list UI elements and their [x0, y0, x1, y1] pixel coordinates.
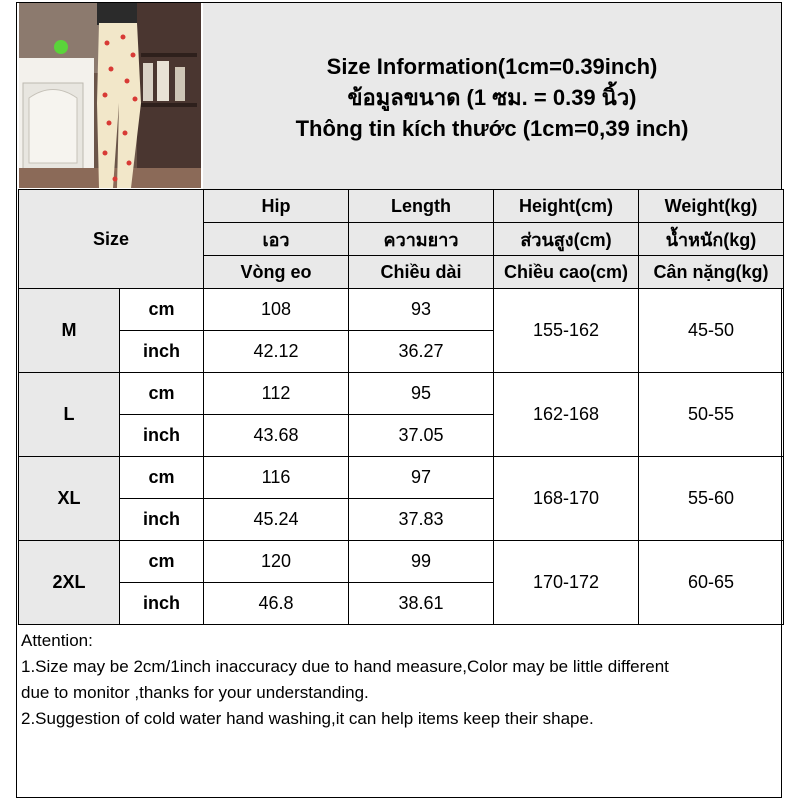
hip-cm: 120 — [204, 541, 349, 583]
size-label: 2XL — [19, 541, 120, 625]
col-height-vi: Chiều cao(cm) — [494, 256, 639, 289]
length-cm: 99 — [349, 541, 494, 583]
product-photo — [19, 3, 201, 188]
unit-cm: cm — [120, 373, 204, 415]
attention-heading: Attention: — [21, 631, 93, 650]
unit-inch: inch — [120, 499, 204, 541]
attention-note-1-cont: due to monitor ,thanks for your understanding. — [21, 683, 369, 702]
table-row — [19, 541, 784, 583]
length-cm: 95 — [349, 373, 494, 415]
weight-range: 55-60 — [639, 457, 784, 541]
weight-range: 60-65 — [639, 541, 784, 625]
col-weight-vi: Cân nặng(kg) — [639, 256, 784, 289]
title-vietnamese: Thông tin kích thước (1cm=0,39 inch) — [295, 116, 689, 141]
length-inch: 38.61 — [349, 583, 494, 625]
table-row — [19, 457, 784, 499]
length-inch: 37.05 — [349, 415, 494, 457]
col-length-th: ความยาว — [349, 223, 494, 256]
height-range: 155-162 — [494, 289, 639, 373]
size-table — [18, 189, 784, 625]
height-range: 168-170 — [494, 457, 639, 541]
hip-cm: 108 — [204, 289, 349, 331]
unit-cm: cm — [120, 289, 204, 331]
hip-cm: 116 — [204, 457, 349, 499]
col-hip-th: เอว — [204, 223, 349, 256]
size-label: L — [19, 373, 120, 457]
unit-inch: inch — [120, 415, 204, 457]
col-hip-vi: Vòng eo — [204, 256, 349, 289]
title-box — [203, 3, 781, 189]
hip-inch: 42.12 — [204, 331, 349, 373]
table-row — [19, 289, 784, 331]
length-cm: 97 — [349, 457, 494, 499]
length-cm: 93 — [349, 289, 494, 331]
unit-inch: inch — [120, 331, 204, 373]
length-inch: 37.83 — [349, 499, 494, 541]
weight-range: 45-50 — [639, 289, 784, 373]
height-range: 162-168 — [494, 373, 639, 457]
title-thai: ข้อมูลขนาด (1 ซม. = 0.39 นิ้ว) — [347, 85, 637, 110]
col-weight-en: Weight(kg) — [639, 190, 784, 223]
col-height-en: Height(cm) — [494, 190, 639, 223]
size-header: Size — [19, 190, 204, 289]
product-photo-image — [19, 3, 201, 188]
col-length-en: Length — [349, 190, 494, 223]
table-row — [19, 373, 784, 415]
unit-cm: cm — [120, 541, 204, 583]
hip-inch: 45.24 — [204, 499, 349, 541]
col-height-th: ส่วนสูง(cm) — [494, 223, 639, 256]
hip-inch: 46.8 — [204, 583, 349, 625]
attention-note-2: 2.Suggestion of cold water hand washing,it can help items keep their shape. — [21, 709, 594, 728]
height-range: 170-172 — [494, 541, 639, 625]
attention-notes — [21, 628, 781, 732]
unit-inch: inch — [120, 583, 204, 625]
col-length-vi: Chiều dài — [349, 256, 494, 289]
header-row-english — [19, 190, 784, 223]
hip-inch: 43.68 — [204, 415, 349, 457]
length-inch: 36.27 — [349, 331, 494, 373]
attention-note-1: 1.Size may be 2cm/1inch inaccuracy due to hand measure,Color may be little different — [21, 657, 669, 676]
size-label: M — [19, 289, 120, 373]
col-hip-en: Hip — [204, 190, 349, 223]
col-weight-th: น้ำหนัก(kg) — [639, 223, 784, 256]
weight-range: 50-55 — [639, 373, 784, 457]
title-english: Size Information(1cm=0.39inch) — [326, 54, 658, 79]
unit-cm: cm — [120, 457, 204, 499]
hip-cm: 112 — [204, 373, 349, 415]
size-label: XL — [19, 457, 120, 541]
